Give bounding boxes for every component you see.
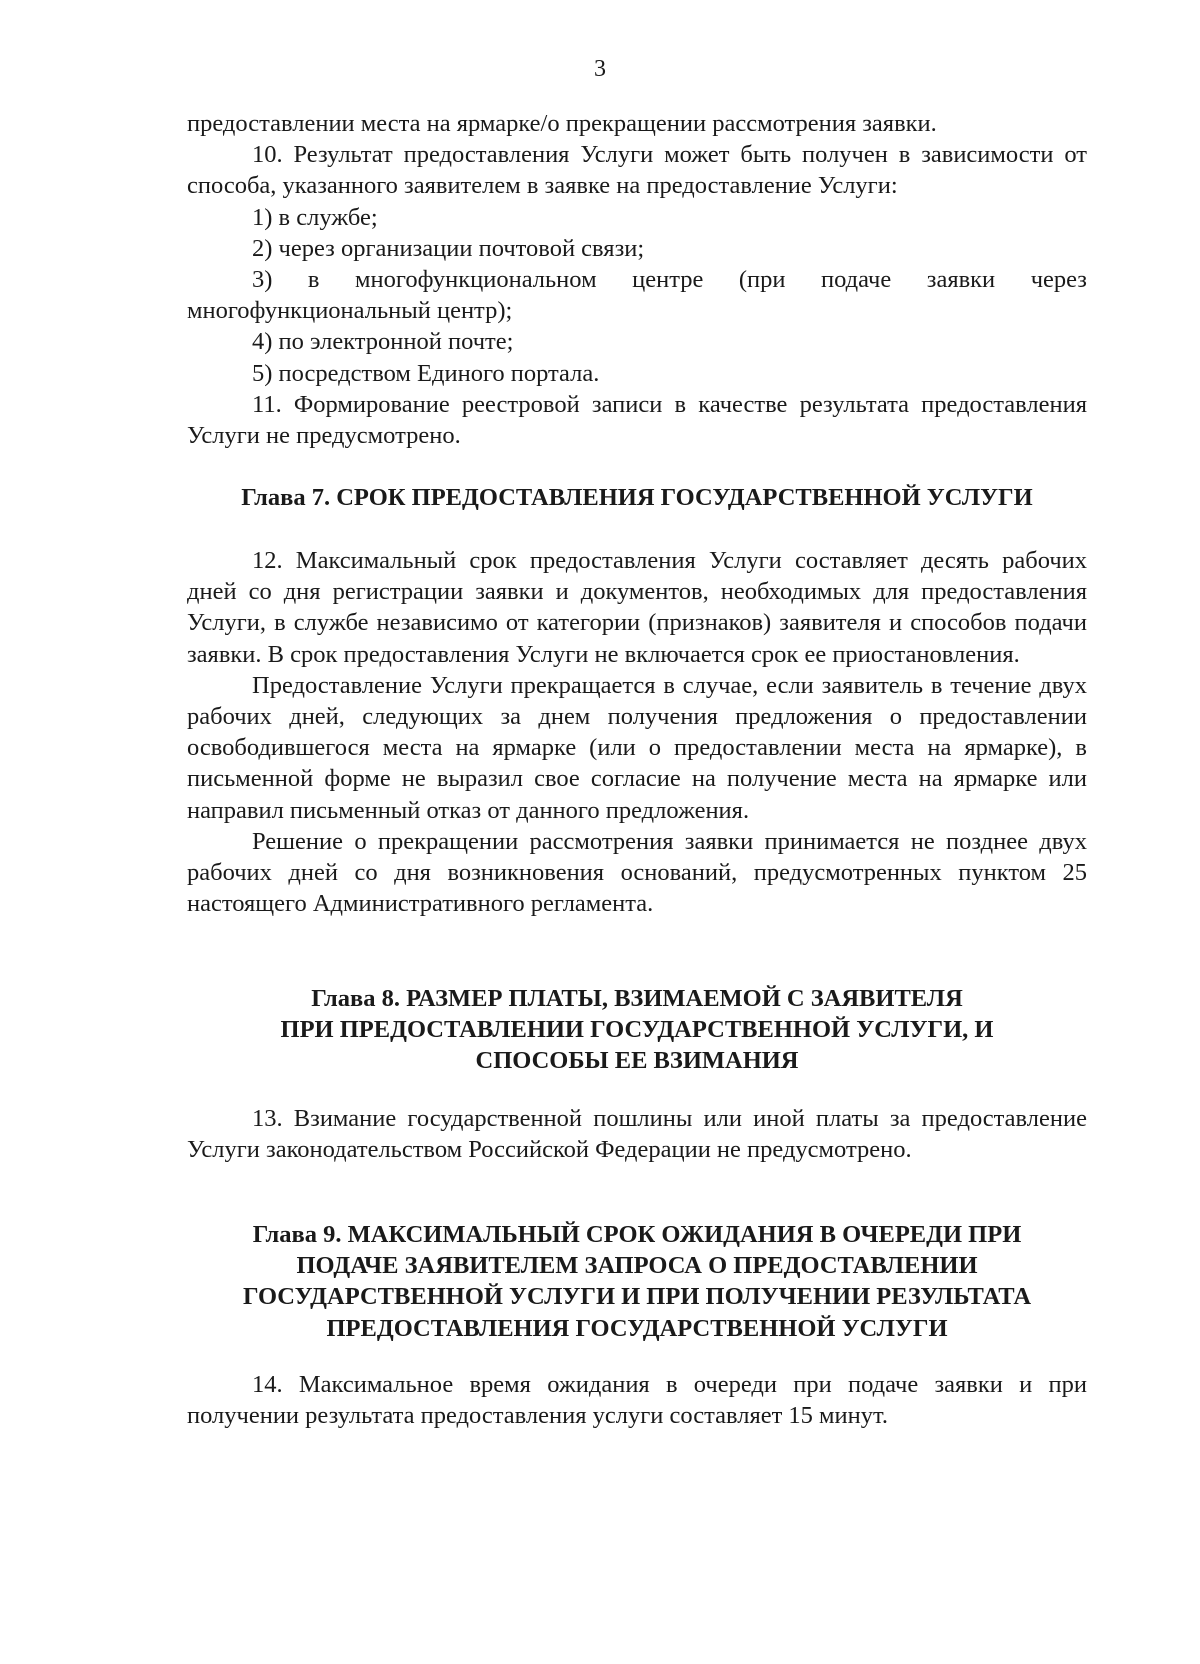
paragraph-14: 14. Максимальное время ожидания в очереди при подаче заявки и при получении результата предоставления услуги составляет 15 минут. (187, 1371, 1087, 1430)
chapter-7-heading: Глава 7. СРОК ПРЕДОСТАВЛЕНИЯ ГОСУДАРСТВЕННОЙ УСЛУГИ (241, 484, 1033, 511)
list-item-5: 5) посредством Единого портала. (252, 359, 600, 387)
intro-section (187, 108, 1087, 451)
paragraph-decision: Решение о прекращении рассмотрения заявки принимается не позднее двух рабочих дней со дня возникновения оснований, предусмотренных пунктом 25 настоящего Административного регламента. (187, 827, 1087, 918)
list-item-4: 4) по электронной почте; (252, 328, 514, 356)
chapter-9-heading-line: Глава 9. МАКСИМАЛЬНЫЙ СРОК ОЖИДАНИЯ В ОЧЕРЕДИ ПРИ (252, 1221, 1022, 1248)
page-number: 3 (594, 56, 606, 82)
chapter-8-heading-line: Глава 8. РАЗМЕР ПЛАТЫ, ВЗИМАЕМОЙ С ЗАЯВИТЕЛЯ (311, 985, 963, 1012)
chapter-8-heading (187, 983, 1087, 1077)
paragraph-10: 10. Результат предоставления Услуги может быть получен в зависимости от способа, указанного заявителем в заявке на предоставление Услуги: (187, 141, 1087, 200)
paragraph-termination: Предоставление Услуги прекращается в случае, если заявитель в течение двух рабочих дней, следующих за днем получения предложения о предоставлении освободившегося места на ярмарке (или о предоставлении места на ярмарке), в письменной форме не выразил свое согласие на получение места на ярмарке или направил письменный отказ от данного предложения. (187, 671, 1087, 824)
chapter-8-body (187, 1103, 1087, 1165)
list-item-2: 2) через организации почтовой связи; (252, 234, 645, 262)
list-item-1: 1) в службе; (252, 203, 378, 231)
chapter-9-heading (187, 1219, 1087, 1344)
chapter-9-heading-line: ГОСУДАРСТВЕННОЙ УСЛУГИ И ПРИ ПОЛУЧЕНИИ РЕЗУЛЬТАТА (242, 1283, 1032, 1311)
paragraph-11: 11. Формирование реестровой записи в качестве результата предоставления Услуги не предусмотрено. (187, 390, 1087, 450)
paragraph-continuation: предоставлении места на ярмарке/о прекращении рассмотрения заявки. (187, 110, 937, 137)
chapter-8-heading-line: ПРИ ПРЕДОСТАВЛЕНИИ ГОСУДАРСТВЕННОЙ УСЛУГИ, И (280, 1016, 994, 1044)
chapter-8-heading-line: СПОСОБЫ ЕЕ ВЗИМАНИЯ (475, 1047, 799, 1075)
chapter-9-heading-line: ПРЕДОСТАВЛЕНИЯ ГОСУДАРСТВЕННОЙ УСЛУГИ (326, 1314, 948, 1342)
paragraph-13: 13. Взимание государственной пошлины или иной платы за предоставление Услуги законодательством Российской Федерации не предусмотрено. (187, 1105, 1087, 1164)
chapter-9-body (187, 1369, 1087, 1431)
paragraph-12: 12. Максимальный срок предоставления Услуги составляет десять рабочих дней со дня регистрации заявки и документов, необходимых для предоставления Услуги, в службе независимо от категории (признаков) заявителя и способов подачи заявки. В срок предоставления Услуги не включается срок ее приостановления. (187, 547, 1087, 668)
list-item-3: 3) в многофункциональном центре (при подаче заявки через многофункциональный центр); (187, 266, 1087, 325)
chapter-9-heading-line: ПОДАЧЕ ЗАЯВИТЕЛЕМ ЗАПРОСА О ПРЕДОСТАВЛЕНИИ (296, 1252, 978, 1280)
chapter-7-body (187, 545, 1087, 919)
